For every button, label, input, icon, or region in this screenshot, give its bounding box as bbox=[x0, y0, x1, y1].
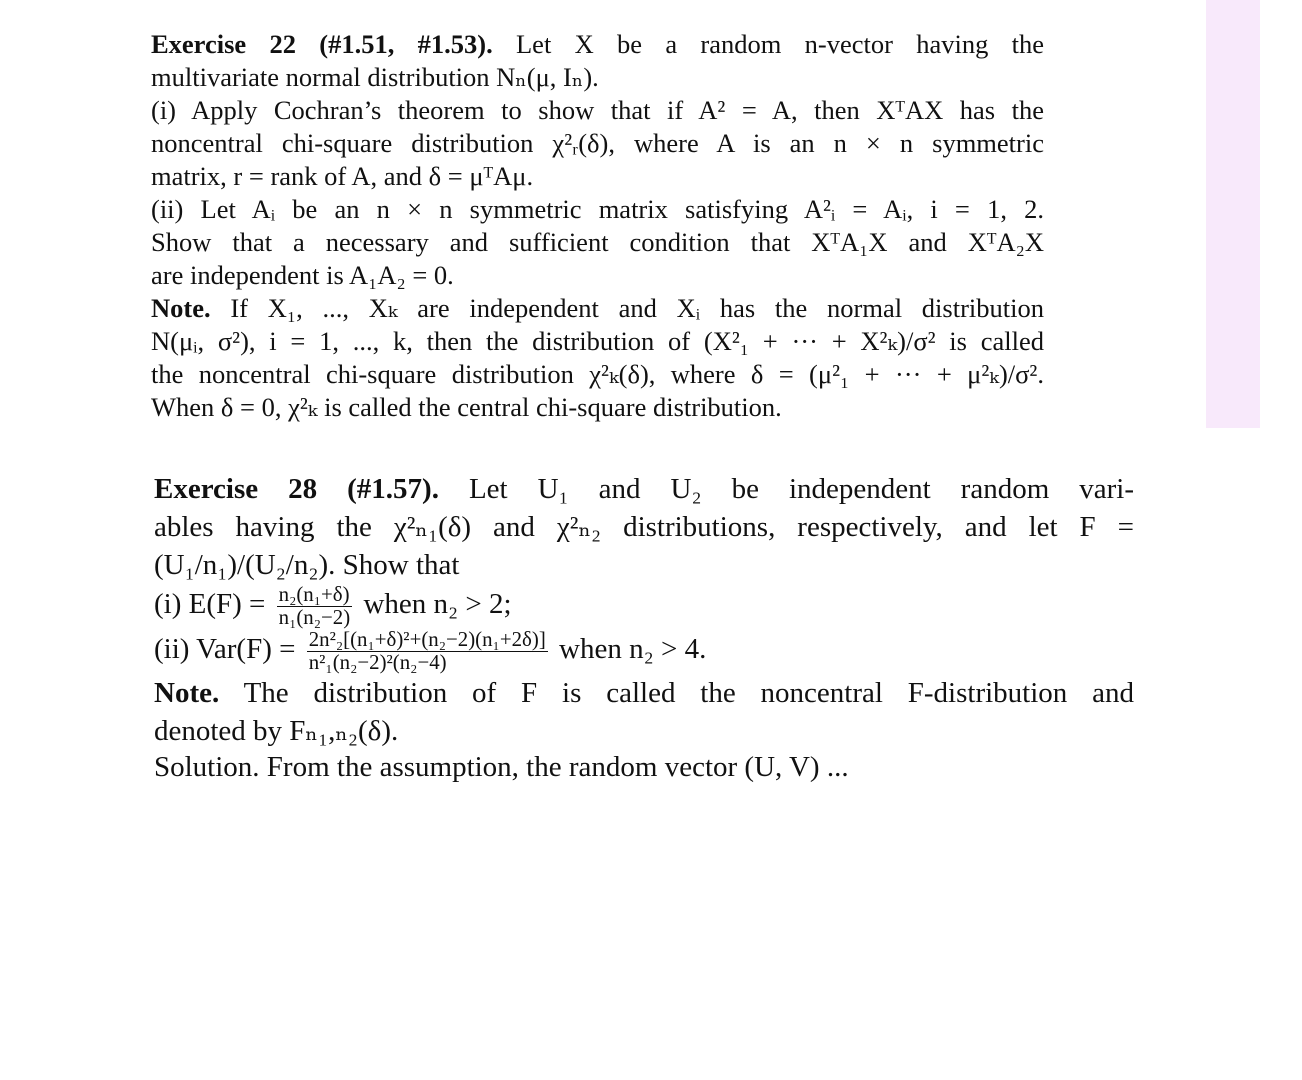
part-i-denominator: n₁(n₂−2) bbox=[278, 604, 351, 629]
part-ii-fraction bbox=[307, 626, 548, 674]
exercise-22-note: If X₁, ..., Xₖ are independent and Xᵢ has the normal distribution bbox=[230, 293, 1045, 323]
exercise-28-note-line2: denoted by Fₙ₁,ₙ₂(δ). bbox=[154, 714, 399, 747]
exercise-22-intro-cont: multivariate normal distribution Nₙ(μ, Iₙ). bbox=[151, 62, 599, 92]
exercise-22-note-line4: When δ = 0, χ²ₖ is called the central chi-square distribution. bbox=[151, 392, 782, 422]
part-ii-lhs: (ii) Var(F) = bbox=[154, 632, 296, 665]
exercise-22-intro: Let X be a random n-vector having the bbox=[516, 29, 1044, 59]
exercise-22 bbox=[151, 28, 1044, 424]
exercise-22-part-i-line2: noncentral chi-square distribution χ²ᵣ(δ), where A is an n × n symmetric bbox=[151, 128, 1044, 158]
exercise-22-heading: Exercise 22 (#1.51, #1.53). bbox=[151, 29, 493, 59]
part-ii-condition: when n₂ > 4. bbox=[559, 632, 707, 665]
exercise-28-part-ii bbox=[154, 626, 1134, 674]
exercise-28-intro: Let U₁ and U₂ be independent random vari- bbox=[468, 473, 1134, 505]
scroll-side-panel bbox=[1206, 0, 1260, 428]
exercise-28-note: The distribution of F is called the noncentral F-distribution and bbox=[243, 676, 1135, 709]
part-i-lhs: (i) E(F) = bbox=[154, 588, 266, 621]
exercise-22-part-ii-line3: are independent is A₁A₂ = 0. bbox=[151, 260, 454, 290]
exercise-22-part-ii-line2: Show that a necessary and sufficient condition that XᵀA₁X and XᵀA₂X bbox=[151, 227, 1044, 257]
exercise-28 bbox=[154, 470, 1134, 750]
exercise-22-note-line2: N(μᵢ, σ²), i = 1, ..., k, then the distribution of (X²₁ + ··· + X²ₖ)/σ² is called bbox=[151, 326, 1044, 356]
part-i-numerator: n₂(n₁+δ) bbox=[277, 584, 353, 607]
exercise-22-part-i: (i) Apply Cochran’s theorem to show that if A² = A, then XᵀAX has the bbox=[151, 95, 1044, 125]
note-label: Note. bbox=[151, 293, 211, 323]
note-label: Note. bbox=[154, 676, 220, 709]
part-ii-numerator: 2n²₂[(n₁+δ)²+(n₂−2)(n₁+2δ)] bbox=[308, 626, 546, 651]
exercise-22-part-i-line3: matrix, r = rank of A, and δ = μᵀAμ. bbox=[151, 161, 534, 191]
exercise-28-heading: Exercise 28 (#1.57). bbox=[154, 473, 439, 505]
exercise-22-note-line3: the noncentral chi-square distribution χ²ₖ(δ), where δ = (μ²₁ + ··· + μ²ₖ)/σ². bbox=[151, 359, 1044, 389]
exercise-28-intro-line3: (U₁/n₁)/(U₂/n₂). Show that bbox=[154, 549, 460, 581]
exercise-28-intro-line2: ables having the χ²ₙ₁(δ) and χ²ₙ₂ distributions, respectively, and let F = bbox=[154, 511, 1134, 543]
part-i-fraction bbox=[277, 584, 353, 629]
exercise-28-part-i bbox=[154, 584, 1134, 629]
exercise-22-part-ii: (ii) Let Aᵢ be an n × n symmetric matrix satisfying A²ᵢ = Aᵢ, i = 1, 2. bbox=[151, 194, 1044, 224]
part-i-condition: when n₂ > 2; bbox=[363, 588, 512, 621]
part-ii-denominator: n²₁(n₂−2)²(n₂−4) bbox=[308, 649, 447, 674]
cut-off-next-line: Solution. From the assumption, the random vector (U, V) ... bbox=[154, 751, 849, 783]
